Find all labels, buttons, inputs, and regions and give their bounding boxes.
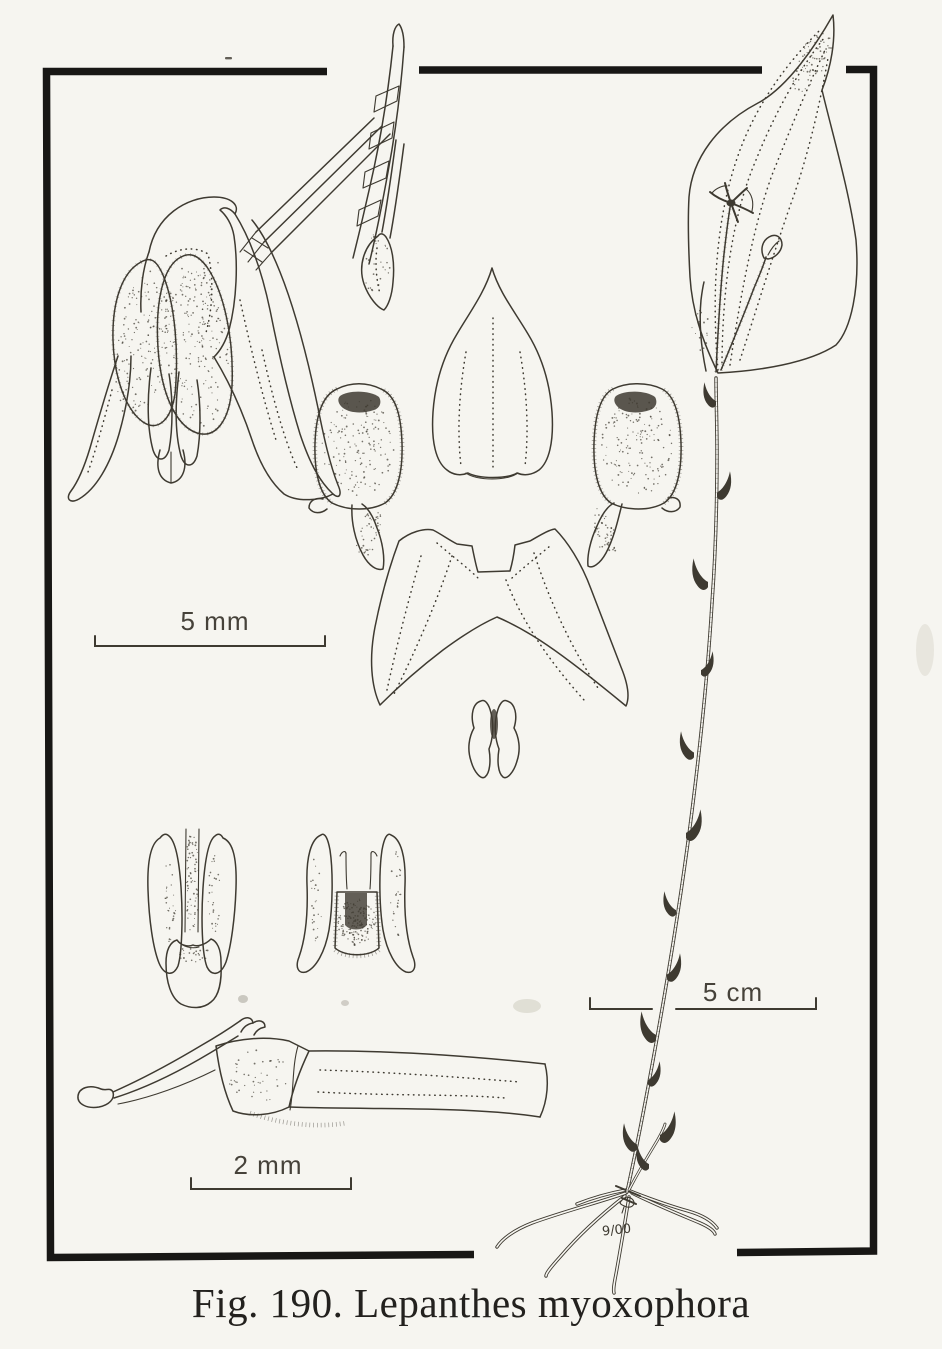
species-name: Lepanthes myoxophora	[354, 1280, 751, 1326]
scale-bar-5mm	[95, 606, 325, 646]
leaf-racemes-drawing	[700, 183, 782, 372]
scan-smudge	[916, 624, 934, 676]
figure-number: Fig. 190.	[191, 1280, 344, 1326]
figure-caption	[0, 1279, 942, 1327]
dorsal-sepal-drawing	[433, 268, 553, 479]
open-flower-on-raceme	[710, 183, 753, 222]
pedicel-lines	[256, 118, 374, 232]
column-ovary-side-drawing	[78, 1018, 547, 1125]
lateral-sepal-left	[68, 356, 131, 501]
scan-smudge	[513, 999, 541, 1013]
stem-line	[627, 378, 717, 1192]
lateral-sepal-right	[235, 214, 340, 496]
scale-bar-5mm-line	[95, 636, 325, 646]
synsepal-drawing	[372, 529, 628, 706]
petal-blob-right	[157, 255, 232, 434]
stipple-shading-dots	[115, 33, 832, 1101]
artist-date: 9/00	[601, 1221, 632, 1240]
scan-speck	[225, 57, 232, 59]
dorsal-sepal-hood	[149, 197, 236, 357]
frame-border	[47, 70, 874, 1258]
frame-left-segment	[47, 72, 475, 1258]
flower-side-view-drawing	[68, 197, 340, 501]
roots-drawing	[497, 1186, 717, 1293]
lip-appendix-drawing	[469, 701, 519, 778]
lip-adaxial-drawing	[148, 829, 236, 1008]
scale-bar-5cm	[590, 977, 816, 1009]
inflorescence-raceme-drawing	[240, 24, 404, 310]
frame-right-segment	[737, 70, 874, 1253]
stem-drawing	[623, 378, 731, 1192]
scale-bar-2mm	[191, 1150, 351, 1189]
scale-bar-5cm-label: 5 cm	[702, 977, 764, 1007]
petal-right-drawing	[588, 384, 681, 567]
scan-smudge	[341, 1000, 349, 1006]
scan-smudge	[238, 995, 248, 1003]
scale-bar-5mm-label: 5 mm	[180, 606, 250, 636]
flower-bud	[362, 234, 394, 310]
whole-plant-drawing	[497, 15, 857, 1293]
scale-bar-2mm-label: 2 mm	[233, 1150, 303, 1180]
